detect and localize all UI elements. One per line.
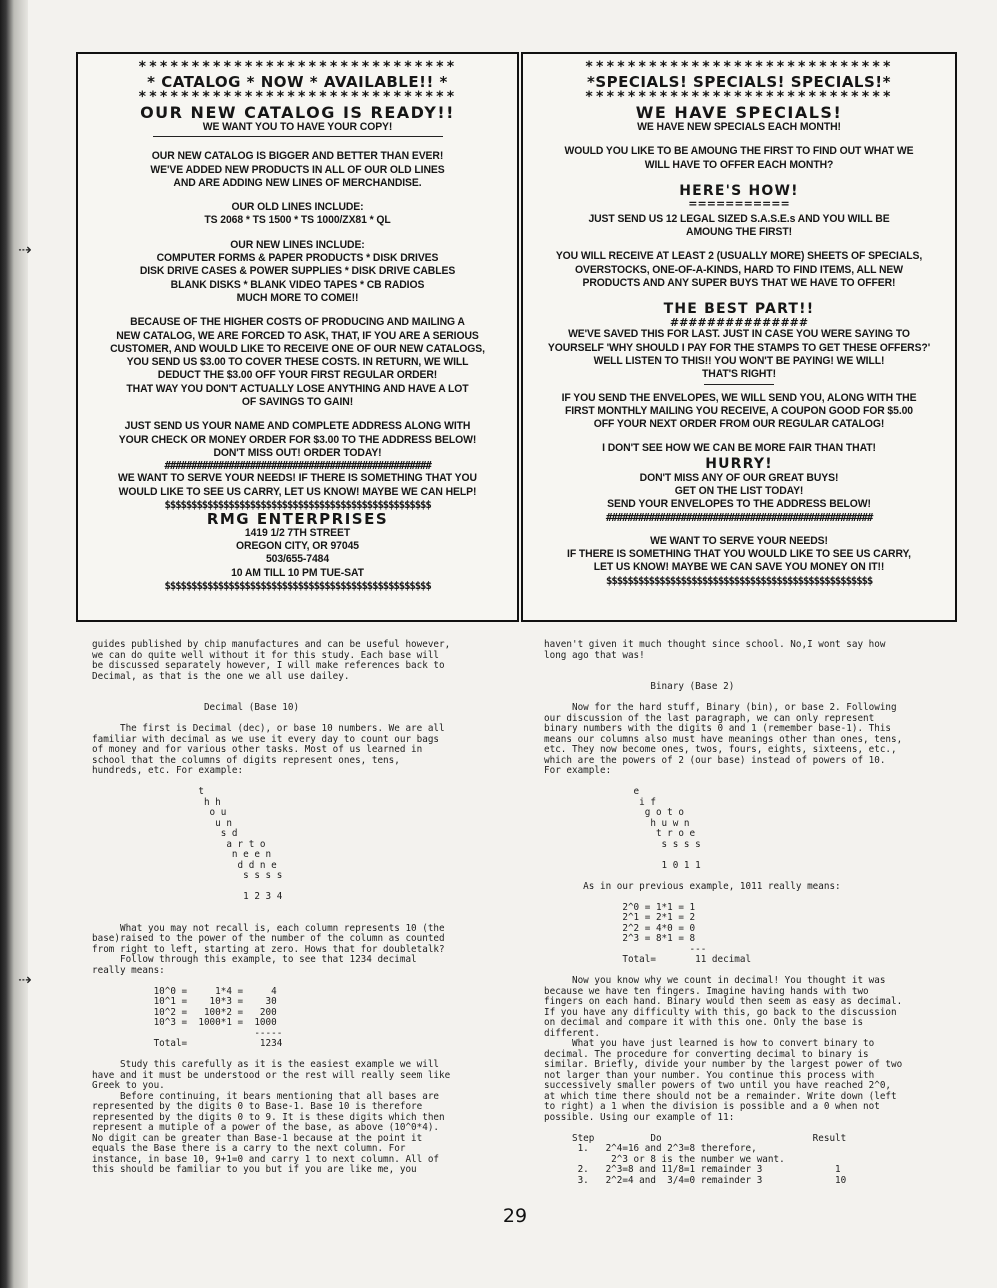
article-line: represented by the digits 0 to Base-1. Base 10 is therefore <box>92 1101 423 1112</box>
ad-line: TS 2068 * TS 1500 * TS 1000/ZX81 * QL <box>204 214 391 227</box>
article-line <box>544 1123 944 1134</box>
ad-line: OUR OLD LINES INCLUDE: <box>231 201 364 214</box>
article-line: 2^3 = 8*1 = 8 <box>544 933 696 944</box>
article-line <box>92 976 512 987</box>
article-line: at which time there should not be a remainder. Write down (left <box>544 1090 897 1102</box>
staple-mark: ⇢ <box>18 970 32 989</box>
article-line: successively smaller powers of two until you have reached 2^0, <box>544 1080 892 1091</box>
article-line: equals the Base there is a carry to the next column. For <box>92 1143 406 1154</box>
article-line: instance, in base 10, 9+1=0 and carry 1 to next column. All of <box>92 1153 440 1165</box>
heres-how-heading: HERE'S HOW! <box>679 182 799 199</box>
article-line: Decimal, as that is the one we all use dailey. <box>92 670 350 682</box>
article-line: u n <box>92 817 232 829</box>
ad-line: YOUR CHECK OR MONEY ORDER FOR $3.00 TO THE ADDRESS BELOW! <box>118 433 477 446</box>
ad-line: OUR NEW LINES INCLUDE: <box>230 238 365 251</box>
ad-line: CUSTOMER, AND WOULD LIKE TO RECEIVE ONE OF OUR NEW CATALOGS, <box>110 342 485 355</box>
ad-line: WE WANT TO SERVE YOUR NEEDS! <box>650 534 828 547</box>
underline: ############### <box>669 316 809 330</box>
article-line: fingers on each hand. Binary would then seem as easy as decimal. <box>544 996 903 1007</box>
address-line: OREGON CITY, OR 97045 <box>236 540 359 553</box>
article-line: No digit can be greater than Base-1 because at the point it <box>92 1132 423 1144</box>
article-column-right <box>544 640 944 1186</box>
ad-line: OFF YOUR NEXT ORDER FROM OUR REGULAR CATALOG! <box>593 418 885 431</box>
specials-banner: *SPECIALS! SPECIALS! SPECIALS!* <box>587 73 891 91</box>
article-line: Now for the hard stuff, Binary (bin), or base 2. Following <box>544 702 897 713</box>
catalog-ad <box>76 52 519 622</box>
article-line: etc. They now become ones, twos, fours, eights, sixteens, etc., <box>544 744 897 755</box>
ad-line: WOULD YOU LIKE TO BE AMOUNG THE FIRST TO FIND OUT WHAT WE <box>564 145 914 158</box>
catalog-subtitle: WE WANT YOU TO HAVE YOUR COPY! <box>202 121 393 133</box>
article-line: 10^2 = 100*2 = 200 <box>92 1006 277 1018</box>
ad-line: FIRST MONTHLY MAILING YOU RECEIVE, A COUPON GOOD FOR $5.00 <box>564 404 914 417</box>
article-line <box>92 682 512 693</box>
article-line: t r o e <box>544 828 696 839</box>
ad-line: JUST SEND US 12 LEGAL SIZED S.A.S.E.s AND YOU WILL BE <box>588 212 890 225</box>
hash-border: ################################################## <box>164 460 431 473</box>
ad-line: WE'VE ADDED NEW PRODUCTS IN ALL OF OUR OLD LINES <box>150 163 445 176</box>
ad-line: YOU WILL RECEIVE AT LEAST 2 (USUALLY MORE) SHEETS OF SPECIALS, <box>555 250 923 263</box>
article-line: haven't given it much thought since school. No,I wont say how <box>544 639 886 650</box>
article-line: Before continuing, it bears mentioning that all bases are <box>92 1090 440 1102</box>
ad-line: OUR NEW CATALOG IS BIGGER AND BETTER THAN EVER! <box>151 150 444 163</box>
article-column-left <box>92 640 512 1176</box>
stars-border: ****************************** <box>138 60 457 74</box>
article-line: i f <box>544 796 656 808</box>
article-line: base)raised to the power of the number of the column as counted <box>92 933 445 944</box>
ad-line: WE'VE SAVED THIS FOR LAST. JUST IN CASE YOU WERE SAYING TO <box>568 328 910 341</box>
ad-line: AND ARE ADDING NEW LINES OF MERCHANDISE. <box>173 176 422 189</box>
article-line: If you have any difficulty with this, go back to the discussion <box>544 1006 897 1018</box>
article-line: of money and for various other tasks. Most of us learned in <box>92 744 423 755</box>
ad-line: WOULD LIKE TO SEE US CARRY, LET US KNOW! MAYBE WE CAN HELP! <box>118 485 477 498</box>
article-line: have and it must be understood or the rest will really seem like <box>92 1069 451 1081</box>
ad-line: AMOUNG THE FIRST! <box>686 226 792 239</box>
article-line: really means: <box>92 964 165 976</box>
article-line: 10^0 = 1*4 = 4 <box>92 985 277 997</box>
article-line: which are the powers of 2 (our base) instead of powers of 10. <box>544 754 886 766</box>
article-line: 1. 2^4=16 and 2^3=8 therefore, <box>544 1143 757 1154</box>
article-line: we can do quite well without it for this study. Each base will <box>92 649 440 661</box>
article-line: ----- <box>92 1027 283 1039</box>
ad-line: IF THERE IS SOMETHING THAT YOU WOULD LIKE TO SEE US CARRY, <box>567 547 911 560</box>
article-line: different. <box>544 1027 600 1039</box>
article-line: Decimal (Base 10) <box>92 702 300 713</box>
article-line: Follow through this example, to see that 1234 decimal <box>92 954 417 965</box>
ad-line: SEND YOUR ENVELOPES TO THE ADDRESS BELOW! <box>607 498 871 511</box>
ad-line: I DON'T SEE HOW WE CAN BE MORE FAIR THAN THAT! <box>602 442 876 455</box>
article-line: to right) a 1 when the division is possible and a 0 when not <box>544 1101 880 1112</box>
ad-line: BLANK DISKS * BLANK VIDEO TAPES * CB RADIOS <box>170 278 425 291</box>
article-line: t <box>92 786 204 797</box>
article-line <box>544 850 944 861</box>
article-line: 10^1 = 10*3 = 30 <box>92 996 277 1007</box>
article-line: long ago that was! <box>544 649 645 661</box>
ad-line: YOURSELF 'WHY SHOULD I PAY FOR THE STAMPS TO GET THESE OFFERS?' <box>547 341 931 354</box>
ad-line: DON'T MISS ANY OF OUR GREAT BUYS! <box>639 471 839 484</box>
article-line: our discussion of the last paragraph, we can only represent <box>544 712 875 724</box>
article-line: The first is Decimal (dec), or base 10 numbers. We are all <box>92 723 445 734</box>
ad-line: WELL LISTEN TO THIS!! YOU WON'T BE PAYING! WE WILL! <box>593 354 885 367</box>
article-line: guides published by chip manufactures and can be useful however, <box>92 639 451 650</box>
catalog-banner: * CATALOG * NOW * AVAILABLE!! * <box>147 73 448 91</box>
ad-line: OF SAVINGS TO GAIN! <box>241 396 354 409</box>
ad-line: THAT'S RIGHT! <box>702 368 776 381</box>
article-line: h u w n <box>544 817 690 829</box>
article-line <box>544 661 944 672</box>
article-line: Step Do Result <box>544 1132 847 1144</box>
article-line: As in our previous example, 1011 really means: <box>544 880 841 892</box>
article-line: school that the columns of digits represent ones, tens, <box>92 754 400 766</box>
article-line: similar. Briefly, divide your number by the largest power of two <box>544 1059 903 1070</box>
article-line: h h <box>92 796 221 808</box>
ad-line: WE WANT TO SERVE YOUR NEEDS! IF THERE IS SOMETHING THAT YOU <box>118 472 477 485</box>
article-line: means our columns also must have meanings other than ones, tens, <box>544 733 903 745</box>
binding-spine <box>0 0 28 1288</box>
page-number: 29 <box>502 1205 528 1227</box>
article-line: possible. Using our example of 11: <box>544 1111 735 1123</box>
hurry-heading: HURRY! <box>705 455 773 472</box>
divider <box>153 136 443 137</box>
ad-line: NEW CATALOG, WE ARE FORCED TO ASK, THAT, IF YOU ARE A SERIOUS <box>116 329 479 342</box>
stars-border: ****************************** <box>138 90 457 104</box>
article-line: --- <box>544 943 707 955</box>
ad-line: THAT WAY YOU DON'T ACTUALLY LOSE ANYTHING AND HAVE A LOT <box>126 382 469 395</box>
ad-line: IF YOU SEND THE ENVELOPES, WE WILL SEND YOU, ALONG WITH THE <box>561 391 917 404</box>
article-line: What you may not recall is, each column represents 10 (the <box>92 922 445 934</box>
article-line: 2^1 = 2*1 = 2 <box>544 912 696 923</box>
stars-border: ***************************** <box>584 90 894 104</box>
staple-mark: ⇢ <box>18 240 32 259</box>
article-line: Now you know why we count in decimal! You thought it was <box>544 975 886 986</box>
article-line: 2. 2^3=8 and 11/8=1 remainder 3 1 <box>544 1164 841 1175</box>
article-line: Total= 1234 <box>92 1038 283 1049</box>
article-line <box>92 913 512 924</box>
divider <box>704 384 774 385</box>
specials-subtitle: WE HAVE NEW SPECIALS EACH MONTH! <box>637 121 841 133</box>
company-name: RMG ENTERPRISES <box>206 509 389 528</box>
article-line: familiar with decimal as we use it every day to count our bags <box>92 733 440 745</box>
article-line <box>92 903 512 914</box>
article-line: Greek to you. <box>92 1080 165 1091</box>
ad-line: MUCH MORE TO COME!! <box>236 291 359 304</box>
article-line: 10^3 = 1000*1 = 1000 <box>92 1017 277 1028</box>
ad-line: GET ON THE LIST TODAY! <box>674 485 804 498</box>
ad-line: YOU SEND US $3.00 TO COVER THESE COSTS. IN RETURN, WE WILL <box>126 356 469 369</box>
article-line: For example: <box>544 765 612 776</box>
article-line: represent a mutiple of a power of the base, as above (10^0*4). <box>92 1122 440 1133</box>
article-line: s s s s <box>92 870 283 881</box>
article-line: hundreds, etc. For example: <box>92 765 244 776</box>
article-line <box>544 892 944 903</box>
article-line: 2^3 or 8 is the number we want. <box>544 1153 785 1165</box>
underline: =========== <box>688 196 790 210</box>
article-line: Total= 11 decimal <box>544 954 752 965</box>
article-line: Study this carefully as it is the easiest example we will <box>92 1059 440 1070</box>
article-line: represented by the digits 0 to 9. It is these digits which then <box>92 1111 445 1123</box>
specials-title: WE HAVE SPECIALS! <box>635 103 843 122</box>
ad-line: PRODUCTS AND ANY SUPER BUYS THAT WE HAVE TO OFFER! <box>582 277 896 290</box>
article-line: a r t o <box>92 838 266 850</box>
article-line: not larger than your number. You continue this process with <box>544 1069 875 1081</box>
article-line: 2^0 = 1*1 = 1 <box>544 901 696 913</box>
article-line: What you have just learned is how to convert binary to <box>544 1038 875 1049</box>
article-line: n e e n <box>92 849 272 860</box>
best-part-heading: THE BEST PART!! <box>663 301 815 318</box>
article-line: s s s s <box>544 838 701 850</box>
article-line: this should be familiar to you but if you are like me, you <box>92 1164 417 1175</box>
ad-line: DON'T MISS OUT! ORDER TODAY! <box>213 446 382 459</box>
stars-border: ***************************** <box>584 60 894 74</box>
phone-number: 503/655-7484 <box>265 553 330 566</box>
ad-line: OVERSTOCKS, ONE-OF-A-KINDS, HARD TO FIND ITEMS, ALL NEW <box>574 263 904 276</box>
article-line: s d <box>92 828 238 839</box>
article-line: from right to left, starting at zero. Hows that for doubletalk? <box>92 943 445 955</box>
article-line: d d n e <box>92 859 277 871</box>
catalog-title: OUR NEW CATALOG IS READY!! <box>140 103 455 122</box>
specials-ad <box>521 52 957 622</box>
article-line: 3. 2^2=4 and 3/4=0 remainder 3 10 <box>544 1174 847 1186</box>
ad-line: DISK DRIVE CASES & POWER SUPPLIES * DISK DRIVE CABLES <box>139 265 456 278</box>
article-line: on decimal and compare it with this one. Only the base is <box>544 1017 864 1028</box>
article-line: g o t o <box>544 807 684 818</box>
article-line: e <box>544 786 640 797</box>
dollar-border: $$$$$$$$$$$$$$$$$$$$$$$$$$$$$$$$$$$$$$$$$$$$$$$$$$ <box>164 498 431 511</box>
article-line: binary numbers with the digits 0 and 1 (remember base-1). This <box>544 723 892 734</box>
ad-line: DEDUCT THE $3.00 OFF YOUR FIRST REGULAR ORDER! <box>157 369 438 382</box>
article-line: decimal. The procedure for converting decimal to binary is <box>544 1048 869 1060</box>
article-line: 1 0 1 1 <box>544 859 701 871</box>
article-line: o u <box>92 807 227 818</box>
ad-line: COMPUTER FORMS & PAPER PRODUCTS * DISK DRIVES <box>156 252 439 265</box>
ad-line: JUST SEND US YOUR NAME AND COMPLETE ADDRESS ALONG WITH <box>124 420 471 433</box>
dollar-border: $$$$$$$$$$$$$$$$$$$$$$$$$$$$$$$$$$$$$$$$$$$$$$$$$$ <box>605 574 873 587</box>
article-line <box>544 871 944 882</box>
article-line: 2^2 = 4*0 = 0 <box>544 922 696 934</box>
article-line: be discussed separately however, I will make references back to <box>92 660 445 671</box>
hash-border: ################################################## <box>605 511 873 524</box>
address-line: 1419 1/2 7TH STREET <box>244 526 351 539</box>
ad-line: WILL HAVE TO OFFER EACH MONTH? <box>644 158 834 171</box>
ad-line: LET US KNOW! MAYBE WE CAN SAVE YOU MONEY ON IT!! <box>593 561 885 574</box>
article-line: 1 2 3 4 <box>92 891 283 902</box>
dollar-border: $$$$$$$$$$$$$$$$$$$$$$$$$$$$$$$$$$$$$$$$$$$$$$$$$$ <box>164 580 431 593</box>
article-line: because we have ten fingers. Imagine having hands with two <box>544 985 869 997</box>
business-hours: 10 AM TILL 10 PM TUE-SAT <box>231 566 364 579</box>
article-line: Binary (Base 2) <box>544 681 735 692</box>
ad-line: BECAUSE OF THE HIGHER COSTS OF PRODUCING AND MAILING A <box>130 316 465 329</box>
